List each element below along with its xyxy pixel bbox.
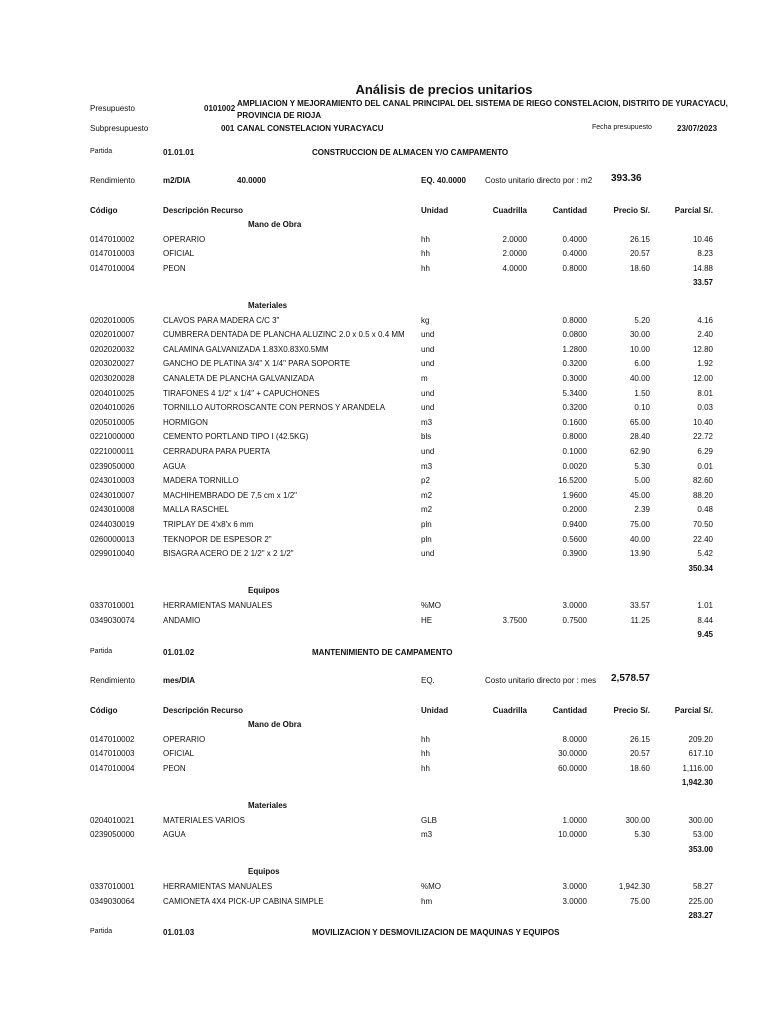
row-description: MATERIALES VARIOS: [163, 815, 245, 825]
rendimiento-label: Rendimiento: [90, 676, 135, 685]
group-total: 350.34: [688, 563, 713, 573]
rendimiento-unit: mes/DIA: [163, 676, 196, 685]
row-description: OPERARIO: [163, 234, 206, 244]
row-unit: hh: [421, 749, 430, 759]
row-cantidad: 8.0000: [562, 734, 587, 744]
row-parcial: 300.00: [688, 815, 713, 825]
row-code: 0202010007: [90, 330, 135, 340]
row-parcial: 22.40: [692, 534, 713, 544]
row-precio: 5.30: [634, 830, 650, 840]
row-description: CLAVOS PARA MADERA C/C 3": [163, 315, 280, 325]
row-description: CEMENTO PORTLAND TIPO I (42.5KG): [163, 432, 309, 442]
row-unit: %MO: [421, 882, 441, 891]
row-description: OFICIAL: [163, 249, 195, 259]
row-unit: und: [421, 549, 435, 559]
row-precio: 40.00: [629, 374, 650, 383]
row-parcial: 82.60: [692, 476, 713, 486]
presupuesto-label: Presupuesto: [90, 104, 135, 113]
row-code: 0147010003: [90, 749, 135, 759]
row-description: GANCHO DE PLATINA 3/4" X 1/4" PARA SOPORTE: [163, 359, 351, 369]
row-unit: und: [421, 403, 435, 413]
fecha-presupuesto: 23/07/2023: [677, 124, 718, 133]
row-code: 0147010004: [90, 263, 135, 273]
row-cantidad: 1.2800: [562, 344, 587, 354]
rendimiento-unit: m2/DIA: [163, 176, 191, 185]
row-precio: 20.57: [629, 749, 650, 759]
col-codigo: Código: [90, 206, 118, 215]
row-code: 0202020032: [90, 344, 135, 354]
row-cantidad: 0.4000: [562, 234, 587, 244]
row-unit: m3: [421, 417, 433, 427]
row-cantidad: 0.0800: [562, 330, 587, 340]
row-unit: m3: [421, 461, 433, 471]
row-unit: und: [421, 344, 435, 354]
row-parcial: 8.23: [697, 249, 713, 259]
row-parcial: 53.00: [692, 830, 713, 840]
row-code: 0204010021: [90, 815, 135, 825]
costo-label: Costo unitario directo por : mes: [485, 676, 597, 685]
row-cuadrilla: 4.0000: [502, 263, 527, 273]
row-description: BISAGRA ACERO DE 2 1/2" x 2 1/2": [163, 549, 294, 559]
row-unit: bls: [421, 432, 432, 442]
row-parcial: 12.80: [692, 344, 713, 354]
row-description: CALAMINA GALVANIZADA 1.83X0.83X0.5MM: [163, 344, 329, 354]
row-precio: 1,942.30: [618, 882, 650, 891]
row-cantidad: 5.3400: [562, 388, 587, 398]
row-cantidad: 3.0000: [562, 601, 587, 610]
group-total: 1,942.30: [681, 778, 713, 788]
row-parcial: 5.42: [697, 549, 713, 559]
row-cantidad: 1.0000: [562, 815, 587, 825]
row-code: 0260000013: [90, 534, 135, 544]
partida-label: Partida: [90, 648, 113, 655]
row-unit: m3: [421, 830, 433, 840]
row-description: HERRAMIENTAS MANUALES: [163, 882, 273, 891]
row-code: 0243010008: [90, 505, 135, 515]
col-unidad: Unidad: [421, 706, 449, 715]
row-cantidad: 0.8000: [562, 315, 587, 325]
row-cantidad: 0.3200: [562, 359, 587, 369]
row-unit: m2: [421, 505, 433, 515]
row-precio: 65.00: [629, 417, 650, 427]
col-descripcion: Descripción Recurso: [163, 706, 244, 715]
row-precio: 75.00: [629, 896, 650, 906]
row-unit: m2: [421, 490, 433, 500]
row-cantidad: 0.3900: [562, 549, 587, 559]
partida-code: 01.01.01: [163, 148, 195, 157]
row-code: 0299010040: [90, 549, 135, 559]
row-description: HORMIGON: [163, 417, 208, 427]
row-parcial: 225.00: [688, 896, 713, 906]
col-cantidad: Cantidad: [552, 206, 587, 215]
partida-label: Partida: [90, 928, 113, 935]
row-cantidad: 0.1000: [562, 447, 587, 456]
partida-name: MOVILIZACION Y DESMOVILIZACION DE MAQUINAS Y EQUIPOS: [312, 928, 560, 937]
row-cantidad: 0.4000: [562, 249, 587, 259]
row-code: 0243010007: [90, 490, 135, 500]
partida-name: MANTENIMIENTO DE CAMPAMENTO: [312, 648, 453, 657]
row-precio: 30.00: [629, 330, 650, 340]
row-code: 0239050000: [90, 461, 135, 471]
row-precio: 6.00: [634, 359, 650, 369]
row-cantidad: 30.0000: [558, 749, 587, 759]
row-code: 0221000011: [90, 447, 134, 456]
row-description: TEKNOPOR DE ESPESOR 2": [163, 534, 272, 544]
group-title: Mano de Obra: [248, 720, 302, 729]
row-description: TRIPLAY DE 4'x8'x 6 mm: [163, 520, 254, 529]
row-description: CANALETA DE PLANCHA GALVANIZADA: [163, 374, 315, 383]
row-code: 0337010001: [90, 882, 135, 891]
page-title: Análisis de precios unitarios: [355, 82, 533, 97]
row-precio: 1.50: [634, 388, 650, 398]
row-precio: 28.40: [629, 432, 650, 442]
group-title: Materiales: [248, 301, 288, 310]
row-parcial: 1.92: [697, 359, 713, 369]
row-unit: hh: [421, 234, 430, 244]
row-cantidad: 60.0000: [558, 763, 587, 773]
row-code: 0221000000: [90, 432, 135, 442]
row-precio: 26.15: [629, 734, 650, 744]
row-unit: pln: [421, 520, 432, 529]
row-cuadrilla: 2.0000: [502, 249, 527, 259]
row-precio: 18.60: [629, 263, 650, 273]
row-parcial: 1.01: [697, 601, 713, 610]
group-title: Mano de Obra: [248, 220, 302, 229]
row-description: PEON: [163, 763, 186, 773]
row-code: 0203020028: [90, 374, 135, 383]
row-parcial: 8.01: [697, 388, 713, 398]
row-parcial: 2.40: [697, 330, 713, 340]
row-precio: 40.00: [629, 534, 650, 544]
row-code: 0204010025: [90, 388, 135, 398]
rendimiento-value: 40.0000: [237, 176, 266, 185]
row-description: OPERARIO: [163, 734, 206, 744]
row-unit: und: [421, 359, 435, 369]
presupuesto-name-1: AMPLIACION Y MEJORAMIENTO DEL CANAL PRINCIPAL DEL SISTEMA DE RIEGO CONSTELACION, DISTRITO DE YURACYACU,: [237, 99, 728, 108]
row-description: HERRAMIENTAS MANUALES: [163, 601, 273, 610]
group-total: 353.00: [688, 844, 713, 854]
row-unit: %MO: [421, 601, 441, 610]
row-unit: und: [421, 330, 435, 340]
row-cantidad: 3.0000: [562, 896, 587, 906]
row-unit: hh: [421, 249, 430, 259]
row-description: CERRADURA PARA PUERTA: [163, 447, 271, 456]
row-description: AGUA: [163, 830, 186, 840]
col-codigo: Código: [90, 706, 118, 715]
row-unit: pln: [421, 534, 432, 544]
col-cuadrilla: Cuadrilla: [492, 706, 527, 715]
partida-code: 01.01.03: [163, 928, 195, 937]
row-description: MACHIHEMBRADO DE 7,5 cm x 1/2": [163, 490, 297, 500]
row-parcial: 70.50: [692, 520, 713, 529]
row-cantidad: 0.3200: [562, 403, 587, 413]
row-cantidad: 10.0000: [558, 830, 587, 840]
row-unit: m: [421, 374, 428, 383]
row-description: MADERA TORNILLO: [163, 476, 239, 486]
row-parcial: 6.29: [697, 447, 713, 456]
row-code: 0147010004: [90, 763, 135, 773]
row-unit: hh: [421, 763, 430, 773]
row-unit: kg: [421, 315, 430, 325]
row-cantidad: 0.8000: [562, 263, 587, 273]
row-precio: 45.00: [629, 490, 650, 500]
group-total: 9.45: [697, 630, 713, 640]
row-parcial: 1,116.00: [682, 763, 713, 773]
row-code: 0239050000: [90, 830, 135, 840]
row-precio: 300.00: [625, 815, 650, 825]
partida-name: CONSTRUCCION DE ALMACEN Y/O CAMPAMENTO: [312, 148, 509, 157]
row-parcial: 12.00: [692, 374, 713, 383]
col-cuadrilla: Cuadrilla: [492, 206, 527, 215]
row-description: ANDAMIO: [163, 615, 201, 625]
subpresupuesto-label: Subpresupuesto: [90, 124, 149, 133]
row-code: 0205010005: [90, 417, 135, 427]
costo-unitario: 393.36: [611, 173, 642, 184]
row-unit: p2: [421, 476, 430, 486]
row-precio: 33.57: [629, 601, 650, 610]
group-title: Materiales: [248, 801, 288, 810]
row-cantidad: 0.5600: [562, 534, 587, 544]
group-total: 33.57: [692, 278, 713, 288]
row-precio: 10.00: [629, 344, 650, 354]
row-parcial: 14.88: [692, 263, 713, 273]
eq-value: EQ.: [421, 676, 435, 685]
row-precio: 20.57: [629, 249, 650, 259]
col-precio: Precio S/.: [613, 706, 650, 715]
row-code: 0244030019: [90, 520, 135, 529]
row-code: 0147010002: [90, 234, 135, 244]
row-cantidad: 0.9400: [562, 520, 587, 529]
row-parcial: 0.03: [697, 403, 713, 413]
row-unit: und: [421, 447, 435, 456]
row-precio: 5.30: [634, 461, 650, 471]
row-precio: 26.15: [629, 234, 650, 244]
row-parcial: 0.01: [697, 461, 713, 471]
row-precio: 13.90: [629, 549, 650, 559]
costo-label: Costo unitario directo por : m2: [485, 176, 593, 185]
row-cantidad: 0.2000: [562, 505, 587, 515]
col-parcial: Parcial S/.: [674, 706, 713, 715]
row-cantidad: 0.1600: [562, 417, 587, 427]
presupuesto-name-2: PROVINCIA DE RIOJA: [237, 111, 322, 120]
row-description: OFICIAL: [163, 749, 195, 759]
row-parcial: 10.40: [692, 417, 713, 427]
row-parcial: 10.46: [692, 234, 713, 244]
row-unit: HE: [421, 615, 433, 625]
col-precio: Precio S/.: [613, 206, 650, 215]
row-cantidad: 0.8000: [562, 432, 587, 442]
row-precio: 62.90: [629, 447, 650, 456]
row-parcial: 617.10: [688, 749, 713, 759]
group-title: Equipos: [248, 586, 280, 596]
row-description: PEON: [163, 263, 186, 273]
row-cantidad: 0.7500: [562, 615, 587, 625]
col-cantidad: Cantidad: [552, 706, 587, 715]
row-code: 0204010026: [90, 403, 135, 413]
row-precio: 11.25: [630, 615, 650, 625]
row-code: 0337010001: [90, 601, 135, 610]
row-description: CUMBRERA DENTADA DE PLANCHA ALUZINC 2.0 x 0.5 x 0.4 MM: [163, 330, 405, 340]
row-parcial: 4.16: [697, 315, 713, 325]
row-parcial: 22.72: [692, 432, 713, 442]
row-unit: GLB: [421, 815, 438, 825]
group-title: Equipos: [248, 867, 280, 877]
row-unit: hh: [421, 734, 430, 744]
row-code: 0243010003: [90, 476, 135, 486]
row-description: AGUA: [163, 461, 186, 471]
row-parcial: 88.20: [692, 490, 713, 500]
group-total: 283.27: [688, 911, 713, 921]
row-precio: 5.20: [634, 315, 650, 325]
col-descripcion: Descripción Recurso: [163, 206, 244, 215]
row-unit: hm: [421, 896, 433, 906]
row-cantidad: 16.5200: [558, 476, 587, 486]
row-cantidad: 3.0000: [562, 882, 587, 891]
row-code: 0147010003: [90, 249, 135, 259]
costo-unitario: 2,578.57: [611, 673, 650, 684]
row-precio: 18.60: [629, 763, 650, 773]
row-parcial: 8.44: [697, 615, 713, 625]
row-cantidad: 1.9600: [562, 490, 587, 500]
row-description: CAMIONETA 4X4 PICK-UP CABINA SIMPLE: [163, 896, 324, 906]
row-precio: 75.00: [629, 520, 650, 529]
row-precio: 2.39: [634, 505, 650, 515]
subpresupuesto-name: CANAL CONSTELACION YURACYACU: [237, 124, 384, 133]
partida-code: 01.01.02: [163, 648, 195, 657]
row-code: 0349030064: [90, 896, 135, 906]
row-cantidad: 0.3000: [562, 374, 587, 383]
row-parcial: 58.27: [692, 882, 713, 891]
row-code: 0147010002: [90, 734, 135, 744]
row-code: 0202010005: [90, 315, 135, 325]
col-parcial: Parcial S/.: [674, 206, 713, 215]
row-precio: 0.10: [634, 403, 650, 413]
partida-label: Partida: [90, 148, 113, 155]
subpresupuesto-code: 001: [221, 124, 235, 133]
row-description: MALLA RASCHEL: [163, 505, 229, 515]
row-cantidad: 0.0020: [562, 461, 587, 471]
row-parcial: 209.20: [688, 734, 713, 744]
eq-value: EQ. 40.0000: [421, 176, 466, 185]
row-cuadrilla: 2.0000: [502, 234, 527, 244]
row-parcial: 0.48: [697, 505, 713, 515]
col-unidad: Unidad: [421, 206, 449, 215]
presupuesto-code: 0101002: [204, 104, 236, 113]
row-precio: 5.00: [634, 476, 650, 486]
row-unit: hh: [421, 263, 430, 273]
fecha-label: Fecha presupuesto: [592, 124, 652, 131]
row-code: 0203020027: [90, 359, 135, 369]
row-unit: und: [421, 388, 435, 398]
row-description: TIRAFONES 4 1/2" x 1/4" + CAPUCHONES: [163, 388, 320, 398]
row-cuadrilla: 3.7500: [502, 615, 527, 625]
row-description: TORNILLO AUTORROSCANTE CON PERNOS Y ARANDELA: [163, 403, 386, 413]
row-code: 0349030074: [90, 615, 135, 625]
rendimiento-label: Rendimiento: [90, 176, 135, 185]
